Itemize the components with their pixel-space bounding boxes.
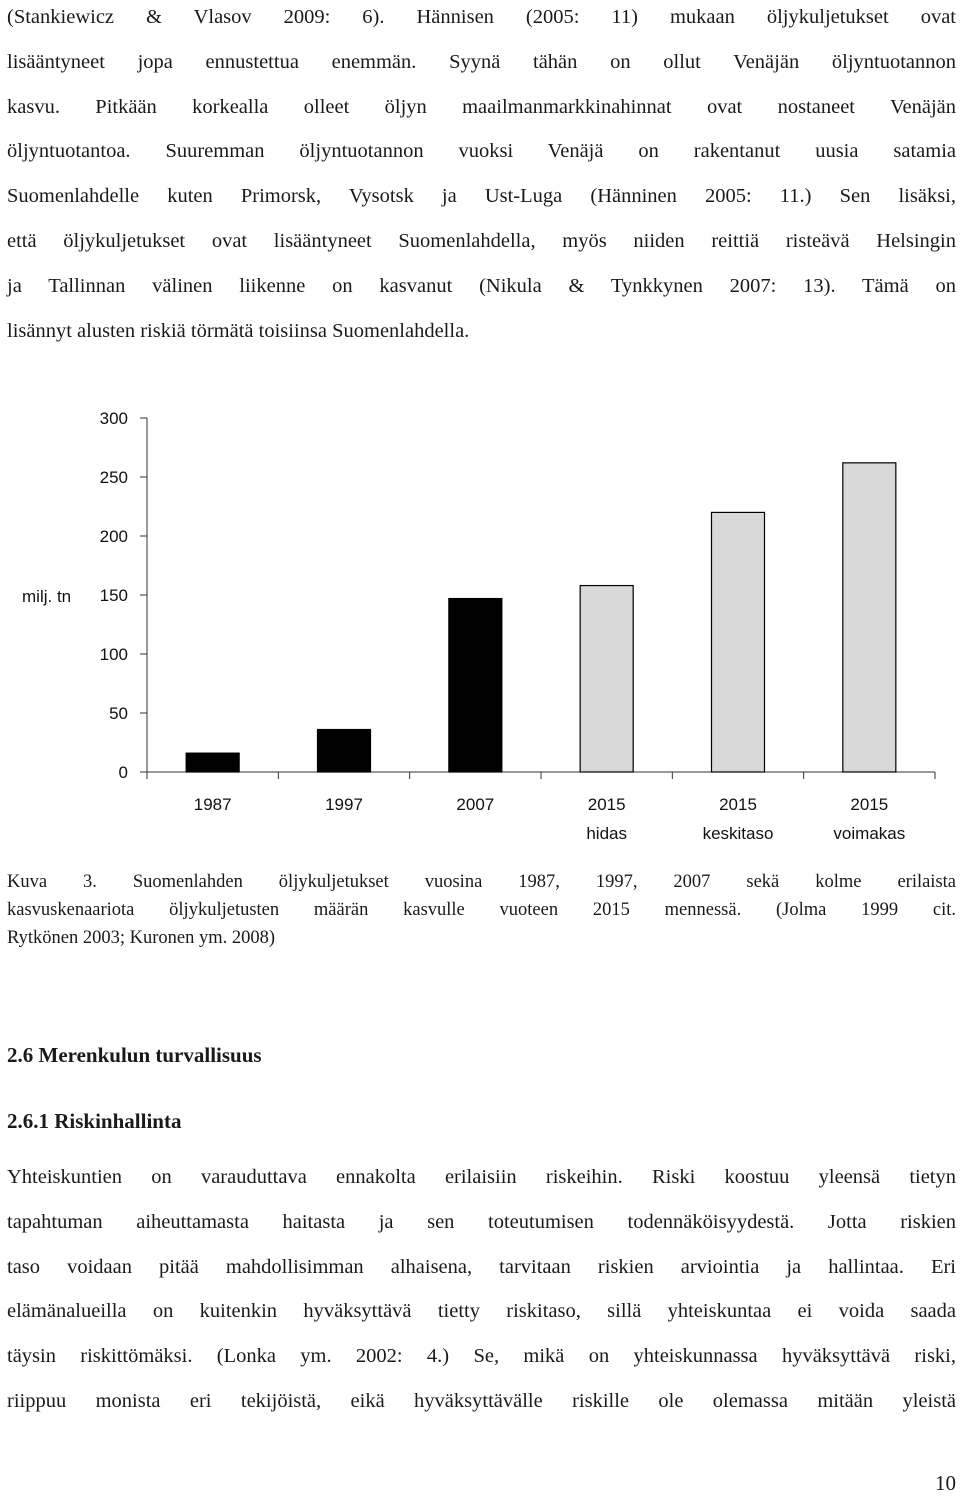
- x-tick-label: 2015: [587, 795, 626, 814]
- y-axis-label: milj. tn: [22, 587, 72, 606]
- x-tick-label: 2015: [719, 795, 757, 814]
- chart-bars: [186, 463, 896, 772]
- x-tick-label: 2007: [456, 795, 495, 814]
- paragraph-line: kasvu. Pitkään korkealla olleet öljyn maailmanmarkkinahinnat ovat nostaneet Venäjän: [7, 95, 956, 118]
- chart-axes: [140, 418, 935, 779]
- paragraph-line: Yhteiskuntien on varauduttava ennakolta erilaisiin riskeihin. Riski koostuu yleensä tietyn: [7, 1166, 956, 1188]
- caption-line: Kuva 3. Suomenlahden öljykuljetukset vuosina 1987, 1997, 2007 sekä kolme erilaista: [7, 872, 956, 892]
- section-heading: 2.6 Merenkulun turvallisuus: [7, 1043, 262, 1067]
- paragraph-line: (Stankiewicz & Vlasov 2009: 6). Hännisen (2005: 11) mukaan öljykuljetukset ovat: [7, 6, 956, 28]
- y-tick-label: 100: [99, 645, 128, 664]
- x-tick-labels: [194, 795, 905, 843]
- body-paragraph-1: [7, 0, 956, 353]
- paragraph-line: täysin riskittömäksi. (Lonka ym. 2002: 4.) Se, mikä on yhteiskunnassa hyväksyttävä riski,: [7, 1345, 956, 1368]
- y-tick-label: 50: [109, 704, 128, 723]
- bar: [712, 512, 765, 772]
- paragraph-line: Suomenlahdelle kuten Primorsk, Vysotsk ja Ust-Luga (Hänninen 2005: 11.) Sen lisäksi,: [7, 185, 956, 208]
- paragraph-line: öljyntuotantoa. Suuremman öljyntuotannon vuoksi Venäjä on rakentanut uusia satamia: [7, 140, 956, 163]
- bar: [318, 730, 371, 772]
- y-tick-label: 150: [99, 586, 128, 605]
- y-tick-label: 200: [99, 527, 128, 546]
- x-tick-label: keskitaso: [702, 824, 774, 843]
- paragraph-line: ja Tallinnan välinen liikenne on kasvanut (Nikula & Tynkkynen 2007: 13). Tämä on: [7, 274, 956, 297]
- paragraph-line: elämänalueilla on kuitenkin hyväksyttävä tietty riskitaso, sillä yhteiskuntaa ei voida saada: [7, 1300, 956, 1323]
- caption-line: kasvuskenaariota öljykuljetusten määrän kasvulle vuoteen 2015 mennessä. (Jolma 1999 cit.: [7, 900, 956, 920]
- figure-caption: [7, 868, 956, 952]
- y-tick-labels: [100, 409, 128, 782]
- x-tick-label: 1997: [325, 795, 363, 814]
- x-tick-label: 1987: [193, 795, 232, 814]
- oil-transport-bar-chart: [0, 400, 960, 850]
- paragraph-line: riippuu monista eri tekijöistä, eikä hyväksyttävälle riskille ole olemassa mitään yleistä: [7, 1389, 956, 1412]
- bar: [449, 599, 502, 772]
- paragraph-line: että öljykuljetukset ovat lisääntyneet Suomenlahdella, myös niiden reittiä risteävä Helsingin: [7, 229, 956, 252]
- x-tick-label: 2015: [850, 795, 889, 814]
- y-tick-label: 250: [99, 468, 128, 487]
- body-paragraph-2: [7, 1155, 956, 1424]
- page-number: 10: [935, 1471, 956, 1495]
- y-tick-label: 0: [118, 763, 128, 782]
- x-tick-label: hidas: [586, 824, 627, 843]
- paragraph-line: tapahtuman aiheuttamasta haitasta ja sen toteutumisen todennäköisyydestä. Jotta riskien: [7, 1210, 956, 1233]
- y-tick-label: 300: [99, 409, 128, 428]
- bar: [580, 586, 633, 772]
- subsection-heading: 2.6.1 Riskinhallinta: [7, 1109, 182, 1133]
- caption-line: Rytkönen 2003; Kuronen ym. 2008): [7, 928, 275, 948]
- bar: [186, 753, 239, 772]
- paragraph-line: lisännyt alusten riskiä törmätä toisiinsa Suomenlahdella.: [7, 319, 470, 342]
- paragraph-line: lisääntyneet jopa ennustettua enemmän. Syynä tähän on ollut Venäjän öljyntuotannon: [7, 50, 956, 73]
- bar: [843, 463, 896, 772]
- paragraph-line: taso voidaan pitää mahdollisimman alhaisena, tarvitaan riskien arviointia ja hallintaa. Eri: [7, 1255, 956, 1278]
- x-tick-label: voimakas: [833, 824, 906, 843]
